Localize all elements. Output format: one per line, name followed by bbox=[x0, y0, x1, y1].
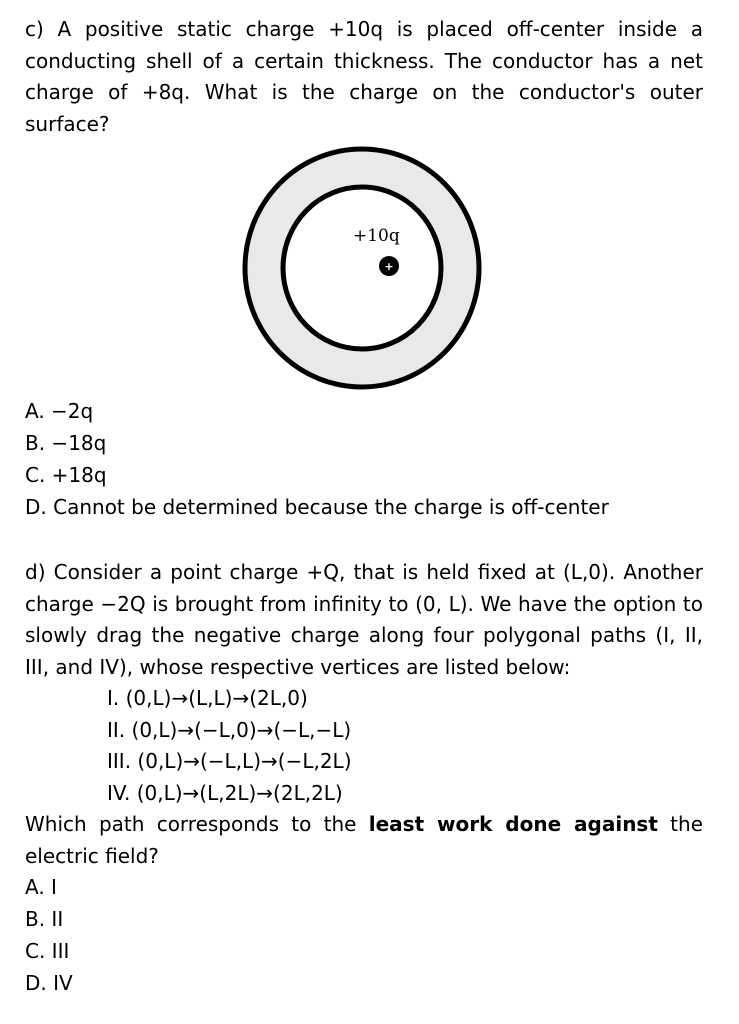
question-d-prompt bbox=[25, 809, 703, 872]
conducting-shell-figure bbox=[242, 146, 482, 390]
option-c-d: D. Cannot be determined because the charge is off-center bbox=[25, 495, 609, 519]
option-d-d: D. IV bbox=[25, 971, 73, 995]
question-d-stem: d) Consider a point charge +Q, that is held fixed at (L,0). Another charge −2Q is brought from infinity to (0, L). We have the option to slowly drag the negative charge along four polygonal paths (I, II, III, and IV), whose respective vertices are listed below: bbox=[25, 560, 703, 679]
option-d-c: C. III bbox=[25, 939, 70, 963]
path-ii: II. (0,L)→(−L,0)→(−L,−L) bbox=[107, 718, 352, 742]
path-iv: IV. (0,L)→(L,2L)→(2L,2L) bbox=[107, 781, 343, 805]
option-c-b: B. −18q bbox=[25, 431, 107, 455]
charge-label: +10q bbox=[353, 226, 400, 246]
charge-plus-sign: + bbox=[384, 260, 394, 273]
inner-cavity-surface bbox=[283, 187, 441, 349]
option-c-a: A. −2q bbox=[25, 399, 94, 423]
question-d-suffix: the electric field? bbox=[25, 812, 704, 868]
path-iii: III. (0,L)→(−L,L)→(−L,2L) bbox=[107, 749, 352, 773]
question-d-emphasis: least work done against bbox=[368, 812, 658, 836]
option-c-c: C. +18q bbox=[25, 463, 107, 487]
option-d-b: B. II bbox=[25, 907, 64, 931]
question-c-stem: c) A positive static charge +10q is placed off-center inside a conducting shell of a certain thickness. The conductor has a net charge of +8q. What is the charge on the conductor's outer surface? bbox=[25, 17, 703, 136]
path-i: I. (0,L)→(L,L)→(2L,0) bbox=[107, 686, 308, 710]
option-d-a: A. I bbox=[25, 875, 57, 899]
question-d-prefix: Which path corresponds to the bbox=[25, 812, 369, 836]
